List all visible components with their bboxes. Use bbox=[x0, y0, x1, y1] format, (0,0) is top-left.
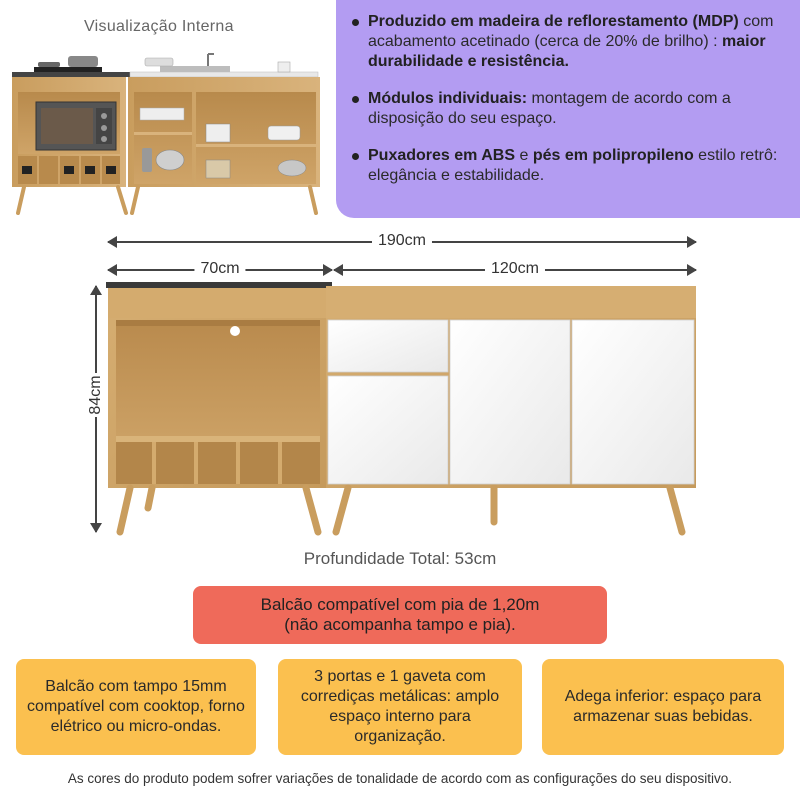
oven-icon bbox=[36, 102, 116, 150]
feature-1-part-0: Módulos individuais: bbox=[368, 90, 528, 107]
arrow-down-icon bbox=[90, 523, 102, 533]
depth-label: Profundidade Total: 53cm bbox=[303, 549, 497, 568]
drawer bbox=[328, 320, 448, 372]
feature-material bbox=[350, 12, 790, 72]
sink-icon bbox=[145, 54, 290, 72]
total-width-label: 190cm bbox=[372, 232, 432, 250]
feature-2-part-2: pés em polipropileno bbox=[532, 147, 694, 164]
dimension-right-module bbox=[334, 262, 696, 278]
right-module bbox=[326, 286, 696, 488]
sink-compatibility-notice bbox=[193, 586, 607, 644]
cooktop-icon bbox=[34, 56, 102, 72]
feature-0-part-1: (MDP) bbox=[692, 13, 739, 30]
retro-legs bbox=[120, 488, 682, 532]
feature-handles-feet bbox=[350, 146, 790, 186]
left-module-label: 70cm bbox=[194, 260, 245, 278]
door-right bbox=[572, 320, 694, 484]
dimension-total-width bbox=[108, 234, 696, 250]
dimension-left-module bbox=[108, 262, 332, 278]
internal-view-title: Visualização Interna bbox=[84, 18, 234, 35]
card-countertop-text: Balcão com tampo 15mm compatível com cooktop, forno elétrico ou micro-ondas. bbox=[27, 678, 245, 735]
feature-0-part-3: maior durabilidade e resistência. bbox=[368, 33, 766, 70]
door-left bbox=[328, 376, 448, 484]
feature-2-part-3: estilo retrô: elegância e estabilidade. bbox=[368, 147, 778, 184]
card-wine-rack-text: Adega inferior: espaço para armazenar suas bebidas. bbox=[564, 688, 762, 725]
feature-1-part-1: montagem de acordo com a disposição do seu espaço. bbox=[368, 90, 731, 127]
feature-0-part-2: com acabamento acetinado (cerca de 20% de brilho) : bbox=[368, 13, 774, 50]
right-module-label: 120cm bbox=[485, 260, 545, 278]
card-doors-drawer bbox=[278, 659, 522, 755]
left-module bbox=[108, 288, 326, 488]
dimension-height bbox=[88, 286, 104, 532]
feature-0-part-0: Produzido em madeira de reflorestamento bbox=[368, 13, 689, 30]
door-middle bbox=[450, 320, 570, 484]
arrow-up-icon bbox=[90, 285, 102, 295]
color-disclaimer: As cores do produto podem sofrer variações de tonalidade de acordo com as configurações do seu dispositivo. bbox=[67, 771, 733, 786]
notice-line-2: (não acompanha tampo e pia). bbox=[284, 615, 516, 634]
furniture-illustration bbox=[104, 282, 698, 538]
card-countertop bbox=[16, 659, 256, 755]
internal-view-illustration bbox=[10, 48, 330, 218]
height-label: 84cm bbox=[87, 373, 105, 417]
card-doors-drawer-text: 3 portas e 1 gaveta com corrediças metálicas: amplo espaço interno para organização. bbox=[300, 668, 500, 745]
notice-line-1: Balcão compatível com pia de 1,20m bbox=[260, 595, 540, 614]
feature-2-part-1: e bbox=[515, 147, 533, 164]
feature-2-part-0: Puxadores em ABS bbox=[368, 147, 516, 164]
arrow-right-icon bbox=[687, 264, 697, 276]
features-panel bbox=[336, 0, 800, 218]
cable-hole bbox=[230, 326, 240, 336]
arrow-right-icon bbox=[323, 264, 333, 276]
card-wine-rack bbox=[542, 659, 784, 755]
arrow-right-icon bbox=[687, 236, 697, 248]
arrow-left-icon bbox=[107, 236, 117, 248]
arrow-left-icon bbox=[107, 264, 117, 276]
wine-rack bbox=[116, 442, 320, 484]
arrow-left-icon bbox=[333, 264, 343, 276]
feature-modules bbox=[350, 89, 790, 129]
